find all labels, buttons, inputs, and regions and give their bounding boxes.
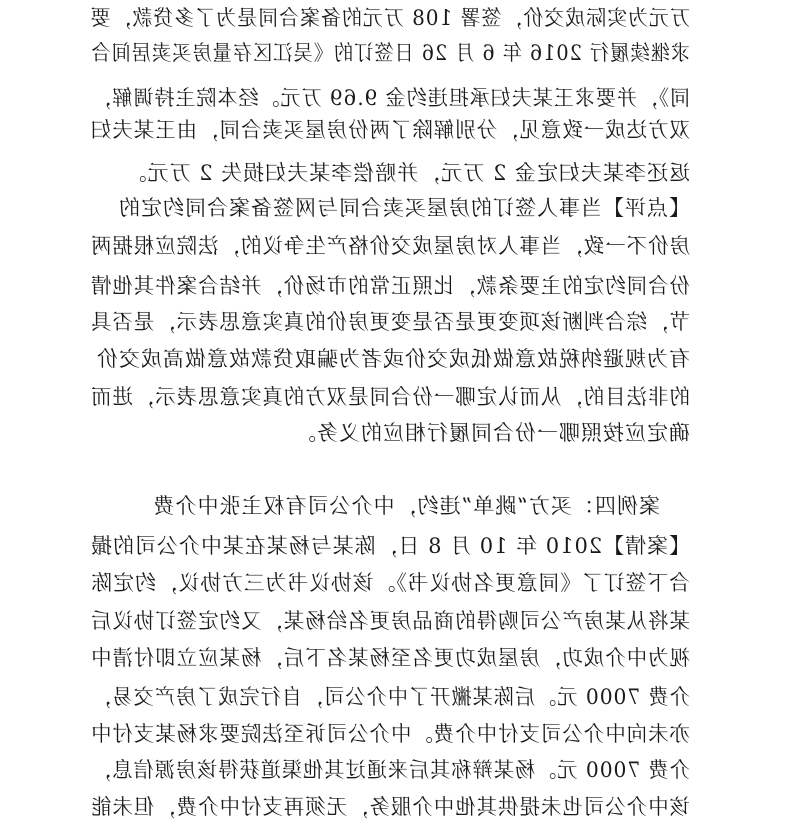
text-line: 的非法目的，从而认定哪一份合同是双方的真实意思表示，进而: [90, 385, 690, 409]
text-line: 求继续履行 2016 年 6 月 26 日签订的《吴江区存量房买卖居间合: [90, 41, 690, 65]
text-line: 房价不一致，当事人对房屋成交价格产生争议的，法院应根据两: [90, 234, 690, 258]
text-line: 确定应按照哪一份合同履行相应的义务。: [294, 421, 690, 445]
text-line: 某将从某房产公司购得的商品房更名给杨某，又约定签订协议后: [90, 609, 690, 633]
text-line: 视为中介成功，房屋成功更名至杨某名下后，杨某应立即付清中: [90, 646, 690, 670]
text-line: 双方达成一致意见，分别解除了两份房屋买卖合同，由王某夫妇: [90, 118, 690, 142]
text-line: 份合同约定的主要条款，比照正常的市场价，并结合案件其他情: [90, 274, 690, 298]
text-line: 【点评】当事人签订的房屋买卖合同与网签备案合同约定的: [118, 196, 690, 220]
text-line: 有为规避纳税故意做低成交价或者为骗取贷款故意做高成交价: [96, 347, 690, 371]
text-line: 节，综合判断该项变更是否是变更房价的真实意思表示，是否具: [90, 310, 690, 334]
text-line: 返还李某夫妇定金 2 万元，并赔偿李某夫妇损失 2 万元。: [124, 161, 690, 185]
text-line: 【案情】2010 年 10 月 8 日，陈某与杨某在某中介公司的撮: [90, 534, 690, 558]
text-line: 介费 7000 元。后陈某撇开了中介公司，自行完成了房产交易，: [90, 685, 690, 709]
text-line: 合下签订了《同意更名协议书》。该协议书为三方协议，约定陈: [90, 571, 690, 595]
case-heading: 案例四：买方“跳单”违约，中介公司有权主张中介费: [152, 494, 660, 518]
text-line: 该中介公司也未提供其他中介服务，无须再支付中介费，但未能: [90, 795, 690, 819]
text-line: 万元为实际成交价，签署 108 万元的备案合同是为了多贷款，要: [89, 6, 690, 30]
text-line: 亦未向中介公司支付中介费。中介公司诉至法院要求杨某支付中: [90, 722, 690, 746]
text-line: 介费 7000 元。杨某辩称其后来通过其他渠道获得该房源信息，: [90, 758, 690, 782]
text-line: 同》，并要求王某夫妇承担违约金 9.69 万元。经本院主持调解，: [90, 86, 690, 110]
